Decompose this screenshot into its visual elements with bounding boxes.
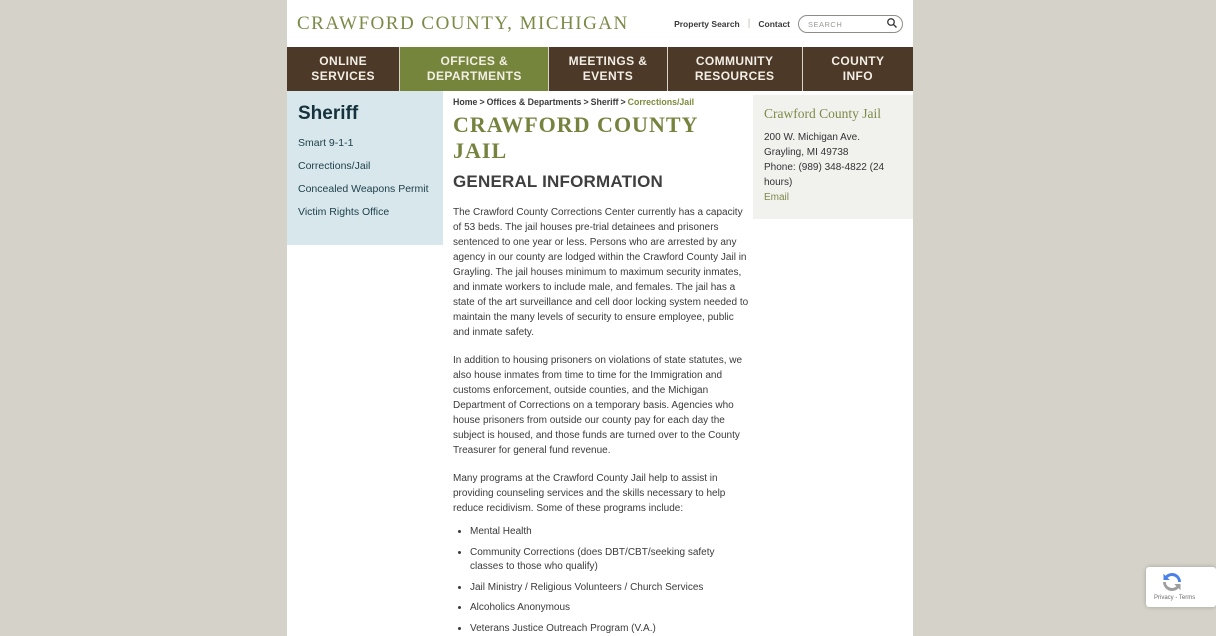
sidebar-item-smart-911[interactable]: Smart 9-1-1 — [298, 137, 431, 149]
nav-tab-label: COUNTY — [831, 54, 884, 69]
property-search-link[interactable]: Property Search — [674, 19, 740, 29]
site-logo[interactable]: CRAWFORD COUNTY, MICHIGAN — [297, 13, 629, 35]
recaptcha-privacy-terms[interactable]: Privacy - Terms — [1154, 595, 1195, 601]
nav-tab-online-services[interactable] — [287, 47, 400, 91]
breadcrumb-sheriff[interactable]: Sheriff — [591, 97, 619, 107]
breadcrumb-separator: > — [583, 97, 588, 107]
nav-tab-label: SERVICES — [311, 69, 375, 84]
list-item: • Jail Ministry / Religious Volunteers / Church Services — [470, 581, 749, 596]
breadcrumb-current-corrections-jail: Corrections/Jail — [628, 97, 695, 107]
nav-tab-label: INFO — [843, 69, 873, 84]
list-item: • Veterans Justice Outreach Program (V.A.) — [470, 622, 749, 636]
list-item: • Community Corrections (does DBT/CBT/seeking safety classes to those who qualify) — [470, 546, 749, 575]
list-item: • Alcoholics Anonymous — [470, 601, 749, 616]
header-link-divider: | — [748, 18, 751, 29]
recaptcha-badge[interactable] — [1146, 567, 1216, 607]
breadcrumb — [453, 97, 749, 107]
section-heading: GENERAL INFORMATION — [453, 172, 749, 192]
breadcrumb-home[interactable]: Home — [453, 97, 477, 107]
main-nav — [287, 47, 913, 91]
header-utility — [674, 14, 903, 34]
jail-contact-box — [753, 95, 913, 219]
nav-tab-label: EVENTS — [583, 69, 633, 84]
email-link[interactable]: Email — [764, 190, 902, 206]
nav-tab-county-info[interactable] — [803, 47, 913, 91]
list-item: • Mental Health — [470, 525, 749, 540]
nav-tab-label: ONLINE — [319, 54, 367, 69]
recaptcha-icon — [1160, 570, 1184, 594]
nav-tab-label: RESOURCES — [695, 69, 775, 84]
address-line-2: Grayling, MI 49738 — [764, 145, 902, 160]
site-header — [287, 0, 913, 47]
paragraph-capacity: The Crawford County Corrections Center currently has a capacity of 53 beds. The jail houses pre-trial detainees and prisoners sentenced to one year or less. Persons who are arrested by any agency in our county are lodged within the Crawford County Jail in Grayling. The jail houses minimum to maximum security inmates, and inmate workers to include male, and females. The jail has a state of the art surveillance and cell door locking system needed to maintain the many levels of security to ensure employee, public and inmate safety. — [453, 205, 749, 340]
paragraph-programs-intro: Many programs at the Crawford County Jail help to assist in providing counseling services and the skills necessary to help reduce recidivism. Some of these programs include: — [453, 471, 749, 516]
nav-tab-label: MEETINGS & — [569, 54, 648, 69]
sheriff-sidebar — [287, 91, 443, 245]
contact-link[interactable]: Contact — [758, 19, 790, 29]
breadcrumb-separator: > — [620, 97, 625, 107]
page — [287, 0, 913, 636]
sidebar-item-concealed-weapons-permit[interactable]: Concealed Weapons Permit — [298, 183, 431, 195]
breadcrumb-separator: > — [479, 97, 484, 107]
nav-tab-label: DEPARTMENTS — [427, 69, 522, 84]
content-area — [287, 91, 913, 636]
nav-tab-community-resources[interactable] — [668, 47, 803, 91]
sidebar-item-victim-rights-office[interactable]: Victim Rights Office — [298, 206, 431, 218]
page-title: CRAWFORD COUNTY JAIL — [453, 112, 749, 164]
breadcrumb-offices-departments[interactable]: Offices & Departments — [487, 97, 582, 107]
paragraph-outside-agencies: In addition to housing prisoners on violations of state statutes, we also house inmates from time to time for the Immigration and customs enforcement, outside counties, and the Michigan Department of Corrections on a temporary basis. Agencies who house prisoners from outside our county pay for each day the subject is housed, and those funds are turned over to the County Treasurer for general fund revenue. — [453, 353, 749, 458]
search-icon[interactable] — [886, 17, 898, 29]
search-box — [798, 14, 903, 34]
sidebar-title-sheriff[interactable]: Sheriff — [298, 103, 431, 125]
phone-line: Phone: (989) 348-4822 (24 hours) — [764, 160, 902, 190]
main-column — [453, 91, 749, 636]
nav-tab-meetings-events[interactable] — [549, 47, 667, 91]
nav-tab-label: COMMUNITY — [696, 54, 774, 69]
contact-box-title: Crawford County Jail — [764, 106, 902, 122]
nav-tab-offices-departments[interactable] — [400, 47, 549, 91]
sidebar-item-corrections-jail[interactable]: Corrections/Jail — [298, 160, 431, 172]
programs-list — [453, 525, 749, 636]
nav-tab-label: OFFICES & — [441, 54, 509, 69]
address-line-1: 200 W. Michigan Ave. — [764, 130, 902, 145]
